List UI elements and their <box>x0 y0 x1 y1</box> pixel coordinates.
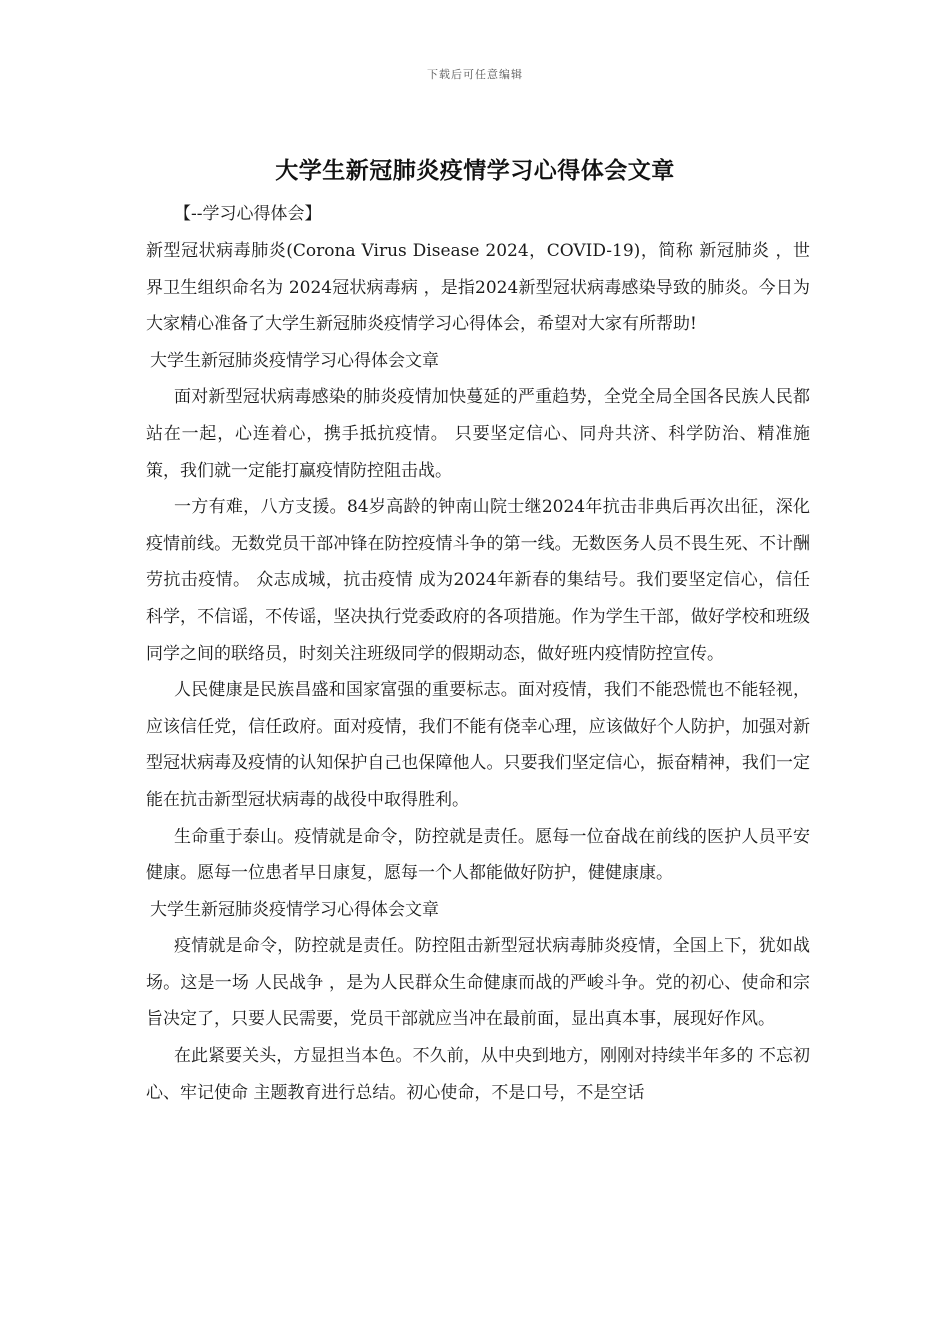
body-paragraph: 疫情就是命令，防控就是责任。防控阻击新型冠状病毒肺炎疫情，全国上下，犹如战场。这是一场 人民战争 ，是为人民群众生命健康而战的严峻斗争。党的初心、使命和宗旨决定了，只要人民需要，党员干部就应当冲在最前面，显出真本事，展现好作风。 <box>146 936 810 1030</box>
section-heading: 大学生新冠肺炎疫情学习心得体会文章 <box>150 350 439 371</box>
section-heading: 大学生新冠肺炎疫情学习心得体会文章 <box>150 899 439 920</box>
body-paragraph: 生命重于泰山。疫情就是命令，防控就是责任。愿每一位奋战在前线的医护人员平安健康。愿每一位患者早日康复，愿每一个人都能做好防护，健健康康。 <box>146 826 810 884</box>
body-paragraph: 一方有难，八方支援。84岁高龄的钟南山院士继2024年抗击非典后再次出征，深化疫情前线。无数党员干部冲锋在防控疫情斗争的第一线。无数医务人员不畏生死、不计酬劳抗击疫情。 众志成城，抗击疫情 成为2024年新春的集结号。我们要坚定信心，信任科学，不信谣，不传谣，坚决执行党委政府的各项措施。作为学生干部，做好学校和班级同学之间的联络员，时刻关注班级同学的假期动态，做好班内疫情防控宣传。 <box>146 497 810 664</box>
body-paragraph: 在此紧要关头，方显担当本色。不久前，从中央到地方，刚刚对持续半年多的 不忘初心、牢记使命 主题教育进行总结。初心使命，不是口号，不是空话 <box>146 1046 810 1103</box>
document-title: 大学生新冠肺炎疫情学习心得体会文章 <box>275 157 675 184</box>
page-header: 下载后可任意编辑 <box>427 68 523 81</box>
body-paragraph: 面对新型冠状病毒感染的肺炎疫情加快蔓延的严重趋势，全党全局全国各民族人民都站在一起，心连着心，携手抵抗疫情。 只要坚定信心、同舟共济、科学防治、精准施策，我们就一定能打赢疫情防控阻击战。 <box>146 387 810 481</box>
body-paragraph: 人民健康是民族昌盛和国家富强的重要标志。面对疫情，我们不能恐慌也不能轻视，应该信任党，信任政府。面对疫情，我们不能有侥幸心理，应该做好个人防护，加强对新型冠状病毒及疫情的认知保护自己也保障他人。只要我们坚定信心，振奋精神，我们一定能在抗击新型冠状病毒的战役中取得胜利。 <box>146 680 810 810</box>
category-tag: 【--学习心得体会】 <box>174 204 322 224</box>
article-body <box>146 233 810 1111</box>
intro-paragraph: 新型冠状病毒肺炎(Corona Virus Disease 2024，COVID-19)，简称 新冠肺炎 ，世界卫生组织命名为 2024冠状病毒病 ，是指2024新型冠状病毒感染导致的肺炎。今日为大家精心准备了大学生新冠肺炎疫情学习心得体会，希望对大家有所帮助! <box>146 241 810 335</box>
